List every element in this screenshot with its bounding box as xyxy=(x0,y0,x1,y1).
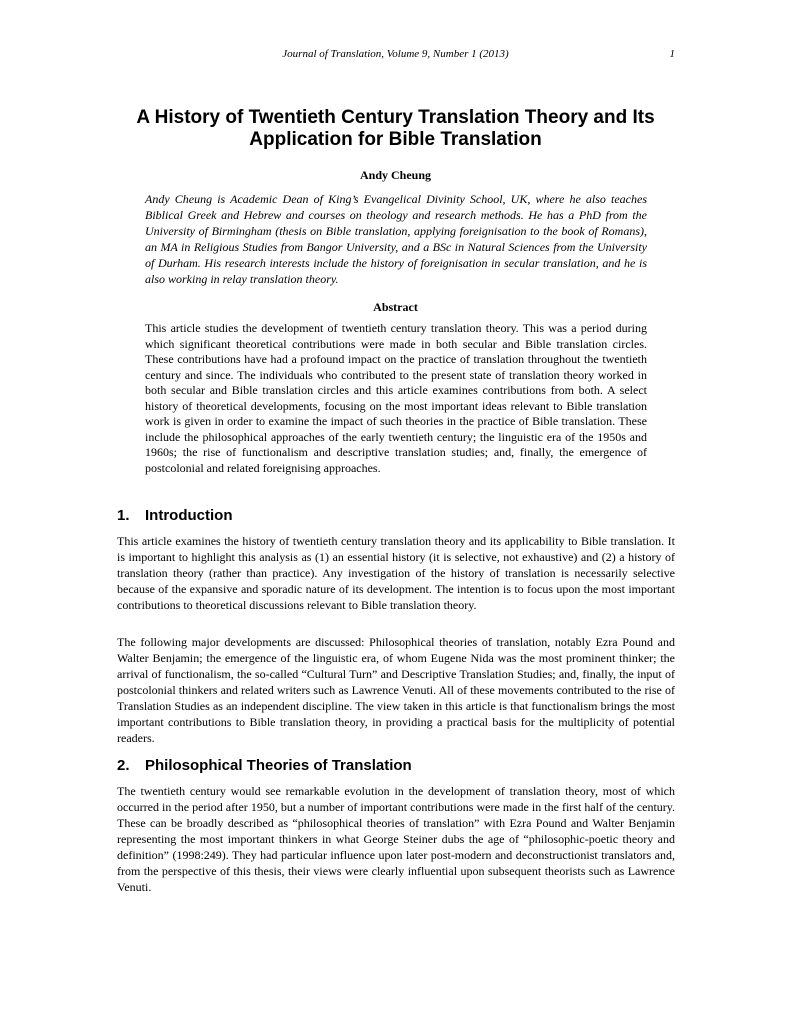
abstract-heading: Abstract xyxy=(373,300,418,314)
section-title: Philosophical Theories of Translation xyxy=(145,757,412,774)
abstract-body: This article studies the development of twentieth century translation theory. This was a period during which significant theoretical contributions were made in both secular and Bible translation circles. These contributions have had a profound impact on the practice of translation throughout the twentieth century and since. The individuals who contributed to the present state of translation theory worked in both secular and Bible translation circles and this article examines contributions from both. A select history of theoretical developments, focusing on the most important ideas relevant to Bible translation work is given in order to examine the impact of such theories in the practice of Bible translation. These include the philosophical approaches of the early twentieth century; the linguistic era of the 1950s and 1960s; the rise of functionalism and descriptive translation studies; and, finally, the emergence of postcolonial and related foreignising approaches. xyxy=(145,321,647,475)
running-head: Journal of Translation, Volume 9, Number 1 (2013) xyxy=(282,48,509,60)
page-number: 1 xyxy=(669,48,675,60)
body-paragraph: The twentieth century would see remarkable evolution in the development of translation theory, most of which occurred in the period after 1950, but a number of important contributions were made in the first half of the century. These can be broadly described as “philosophical theories of translation” with Ezra Pound and Walter Benjamin representing the most important thinkers in what George Steiner dubs the age of “philosophic-poetic theory and definition” (1998:249). They had particular influence upon later post-modern and deconstructionist translators and, from the perspective of this thesis, their views were clearly influential upon subsequent theorists such as Lawrence Venuti. xyxy=(117,784,675,894)
article-title: A History of Twentieth Century Translation Theory and Its Application for Bible Translation xyxy=(136,107,655,150)
section-number: 1. xyxy=(117,507,130,524)
body-paragraph: The following major developments are discussed: Philosophical theories of translation, notably Ezra Pound and Walter Benjamin; the emergence of the linguistic era, of whom Eugene Nida was the most prominent thinker; the arrival of functionalism, the so-called “Cultural Turn” and Descriptive Translation Studies; and, finally, the input of postcolonial thinkers and related writers such as Lawrence Venuti. All of these movements contributed to the rise of Translation Studies as an independent discipline. The view taken in this article is that functionalism brings the most important contributions to Bible translation theory, in providing a practical basis for the multiplicity of potential readers. xyxy=(117,635,675,745)
section-number: 2. xyxy=(117,757,130,774)
author-name: Andy Cheung xyxy=(359,168,432,182)
section-title: Introduction xyxy=(145,507,233,524)
section-heading-philosophical-theories xyxy=(117,757,412,774)
author-bio: Andy Cheung is Academic Dean of King’s Evangelical Divinity School, UK, where he also teaches Biblical Greek and Hebrew and courses on theology and research methods. He has a PhD from the University of Birmingham (thesis on Bible translation, applying foreignisation to the book of Romans), an MA in Religious Studies from Bangor University, and a BSc in Natural Sciences from the University of Durham. His research interests include the history of foreignisation in secular translation, and he is also working in relay translation theory. xyxy=(145,192,647,286)
body-paragraph: This article examines the history of twentieth century translation theory and its applicability to Bible translation. It is important to highlight this analysis as (1) an essential history (it is selective, not exhaustive) and (2) a history of translation theory (rather than practice). Any investigation of the history of translation is necessarily selective because of the expansive and sporadic nature of its development. The intention is to focus upon the most important contributions to theoretical discussions relevant to Bible translation theory. xyxy=(117,534,675,612)
section-heading-introduction xyxy=(117,507,232,524)
